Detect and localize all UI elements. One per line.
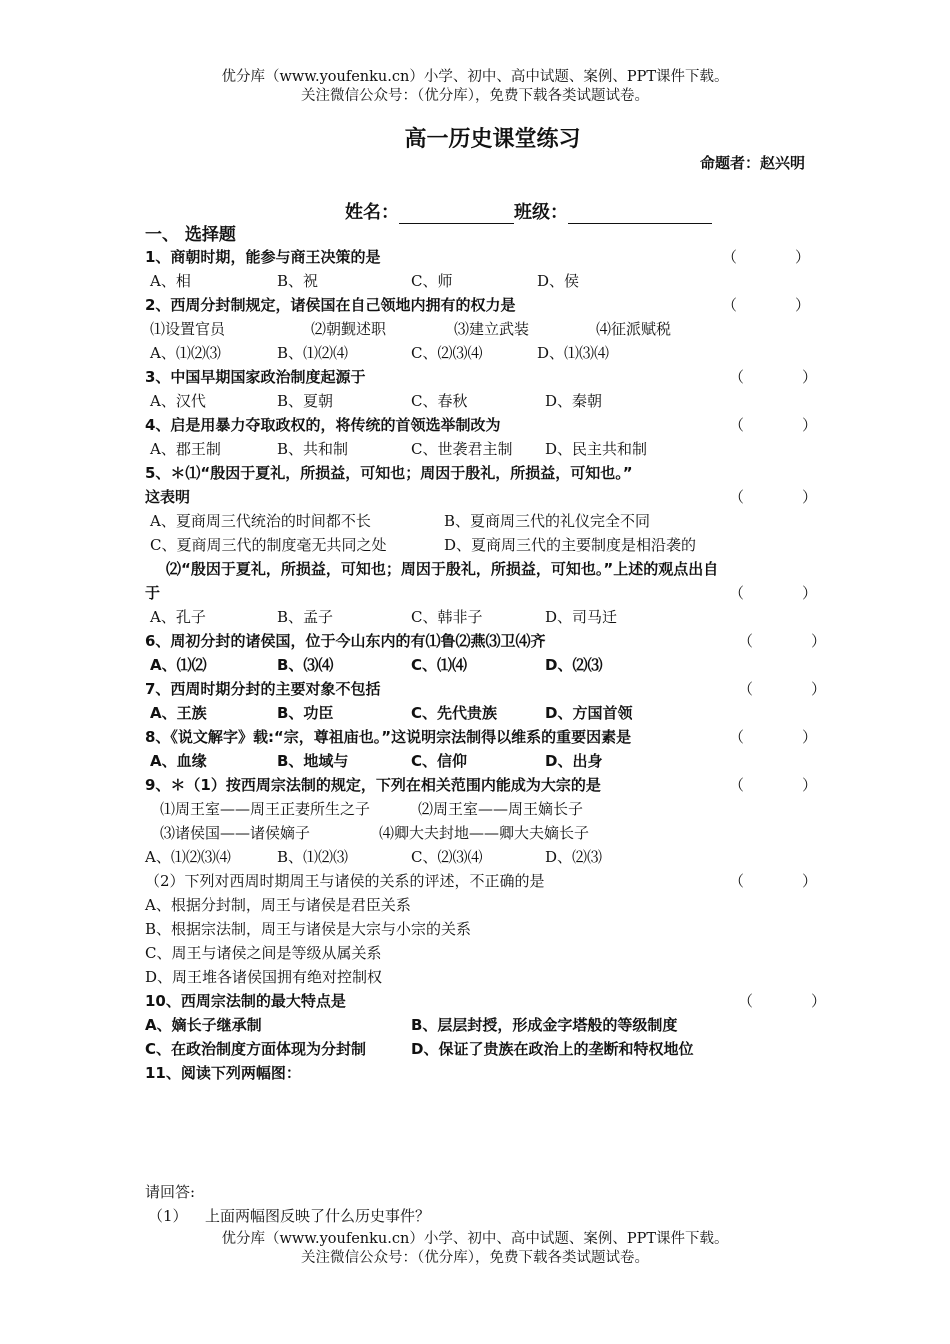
q2-item-4: ⑷征派赋税 <box>596 320 672 338</box>
q8-option-a: A、血缘 <box>150 752 207 770</box>
q4-option-d: D、民主共和制 <box>545 440 648 458</box>
q6-stem: 6、周初分封的诸侯国，位于今山东内的有⑴鲁⑵燕⑶卫⑷齐 <box>145 632 546 650</box>
q9-sub-option-c: C、周王与诸侯之间是等级从属关系 <box>145 944 382 962</box>
q6-option-c: C、⑴⑷ <box>411 656 468 674</box>
q10-answer-paren: （ ） <box>738 992 827 1010</box>
q6-answer-paren: （ ） <box>738 632 827 650</box>
q9-item-2: ⑵周王室——周王嫡长子 <box>418 800 584 818</box>
q3-answer-paren: （ ） <box>729 368 818 386</box>
q9-item-3: ⑶诸侯国——诸侯嫡子 <box>160 824 311 842</box>
q8-option-b: B、地域与 <box>277 752 349 770</box>
q8-answer-paren: （ ） <box>729 728 818 746</box>
q1-option-b: B、祝 <box>277 272 319 290</box>
q1-option-c: C、师 <box>411 272 453 290</box>
q3-option-a: A、汉代 <box>150 392 206 410</box>
q7-option-d: D、方国首领 <box>545 704 633 722</box>
page-title: 高一历史课堂练习 <box>404 127 581 152</box>
q8-option-d: D、出身 <box>545 752 603 770</box>
class-blank[interactable] <box>568 205 712 224</box>
footer-line-2: 关注微信公众号：（优分库），免费下载各类试题试卷。 <box>301 1250 649 1266</box>
q5-sub-option-d: D、司马迁 <box>545 608 618 626</box>
q10-option-a: A、嫡长子继承制 <box>145 1016 262 1034</box>
q10-stem: 10、西周宗法制的最大特点是 <box>145 992 346 1010</box>
q2-option-c: C、⑵⑶⑷ <box>411 344 483 362</box>
q4-option-c: C、世袭君主制 <box>411 440 513 458</box>
name-blank[interactable] <box>399 205 514 224</box>
q6-option-b: B、⑶⑷ <box>277 656 334 674</box>
q5-sub-stem-1: ⑵“殷因于夏礼，所损益，可知也；周因于殷礼，所损益，可知也。”上述的观点出自 <box>166 560 719 578</box>
footer-line-1: 优分库（www.youfenku.cn）小学、初中、高中试题、案例、PPT课件下载。 <box>0 1230 950 1248</box>
header-line-2: 关注微信公众号：（优分库），免费下载各类试题试卷。 <box>301 88 649 104</box>
q6-option-d: D、⑵⑶ <box>545 656 603 674</box>
q9-option-a: A、⑴⑵⑶⑷ <box>145 848 231 866</box>
q4-answer-paren: （ ） <box>729 416 818 434</box>
q9-item-1: ⑴周王室——周王正妻所生之子 <box>160 800 371 818</box>
q9-stem: 9、＊（1）按西周宗法制的规定，下列在相关范围内能成为大宗的是 <box>145 776 601 794</box>
q2-option-a: A、⑴⑵⑶ <box>150 344 221 362</box>
q7-answer-paren: （ ） <box>738 680 827 698</box>
q9-option-b: B、⑴⑵⑶ <box>277 848 349 866</box>
class-label: 班级： <box>514 202 568 223</box>
q9-sub-option-b: B、根据宗法制，周王与诸侯是大宗与小宗的关系 <box>145 920 472 938</box>
q5-sub-option-b: B、孟子 <box>277 608 334 626</box>
q10-option-b: B、层层封授，形成金字塔般的等级制度 <box>411 1016 678 1034</box>
q5-option-c: C、夏商周三代的制度毫无共同之处 <box>150 536 387 554</box>
q11-answer-label: 请回答: <box>145 1183 196 1201</box>
q9-sub-option-a: A、根据分封制，周王与诸侯是君臣关系 <box>145 896 411 914</box>
q2-option-b: B、⑴⑵⑷ <box>277 344 349 362</box>
q5-option-d: D、夏商周三代的主要制度是相沿袭的 <box>444 536 697 554</box>
q9-sub-option-d: D、周王堆各诸侯国拥有绝对控制权 <box>145 968 383 986</box>
q1-option-a: A、相 <box>150 272 191 290</box>
q6-option-a: A、⑴⑵ <box>150 656 207 674</box>
q9-item-4: ⑷卿大夫封地——卿大夫嫡长子 <box>379 824 590 842</box>
q9-sub-answer-paren: （ ） <box>729 872 818 890</box>
q9-sub-stem: （2）下列对西周时期周王与诸侯的关系的评述，不正确的是 <box>145 872 545 890</box>
q4-stem: 4、启是用暴力夺取政权的，将传统的首领选举制改为 <box>145 416 501 434</box>
q8-option-c: C、信仰 <box>411 752 468 770</box>
name-class-row <box>345 198 712 224</box>
q3-option-d: D、秦朝 <box>545 392 603 410</box>
q7-option-b: B、功臣 <box>277 704 334 722</box>
q7-option-a: A、王族 <box>150 704 207 722</box>
q9-option-c: C、⑵⑶⑷ <box>411 848 483 866</box>
q11-sub1-text: 上面两幅图反映了什么历史事件？ <box>205 1207 431 1225</box>
q5-sub-option-a: A、孔子 <box>150 608 206 626</box>
q2-option-d: D、⑴⑶⑷ <box>537 344 610 362</box>
q5-sub-option-c: C、韩非子 <box>411 608 483 626</box>
q9-option-d: D、⑵⑶ <box>545 848 603 866</box>
q2-item-2: ⑵朝觐述职 <box>311 320 387 338</box>
q3-stem: 3、中国早期国家政治制度起源于 <box>145 368 366 386</box>
q5-answer-paren: （ ） <box>729 488 818 506</box>
q10-option-d: D、保证了贵族在政治上的垄断和特权地位 <box>411 1040 694 1058</box>
q5-sub-answer-paren: （ ） <box>729 584 818 602</box>
q1-stem: 1、商朝时期，能参与商王决策的是 <box>145 248 381 266</box>
section-heading: 一、 选择题 <box>145 225 236 245</box>
q2-item-1: ⑴设置官员 <box>150 320 226 338</box>
q8-stem: 8、《说文解字》载:“宗，尊祖庙也。”这说明宗法制得以维系的重要因素是 <box>145 728 632 746</box>
q11-stem: 11、阅读下列两幅图： <box>145 1064 301 1082</box>
name-label: 姓名： <box>345 202 399 223</box>
q7-stem: 7、西周时期分封的主要对象不包括 <box>145 680 381 698</box>
q5-sub-stem-2: 于 <box>145 584 161 602</box>
q1-option-d: D、侯 <box>537 272 580 290</box>
q5-stem-2: 这表明 <box>145 488 191 506</box>
q5-option-b: B、夏商周三代的礼仪完全不同 <box>444 512 651 530</box>
header-line-1: 优分库（www.youfenku.cn）小学、初中、高中试题、案例、PPT课件下载。 <box>221 69 729 85</box>
q1-answer-paren: （ ） <box>722 248 811 266</box>
q11-sub1-number: （1） <box>148 1207 188 1225</box>
q3-option-b: B、夏朝 <box>277 392 334 410</box>
q2-stem: 2、西周分封制规定，诸侯国在自己领地内拥有的权力是 <box>145 296 516 314</box>
author: 命题者：赵兴明 <box>699 154 805 172</box>
q10-option-c: C、在政治制度方面体现为分封制 <box>145 1040 367 1058</box>
q5-option-a: A、夏商周三代统治的时间都不长 <box>150 512 371 530</box>
q7-option-c: C、先代贵族 <box>411 704 498 722</box>
q3-option-c: C、春秋 <box>411 392 468 410</box>
q2-item-3: ⑶建立武装 <box>454 320 530 338</box>
q4-option-b: B、共和制 <box>277 440 349 458</box>
q9-answer-paren: （ ） <box>729 776 818 794</box>
q4-option-a: A、郡王制 <box>150 440 221 458</box>
q2-answer-paren: （ ） <box>722 296 811 314</box>
q5-stem-1: 5、＊⑴“殷因于夏礼，所损益，可知也；周因于殷礼，所损益，可知也。” <box>145 464 633 482</box>
